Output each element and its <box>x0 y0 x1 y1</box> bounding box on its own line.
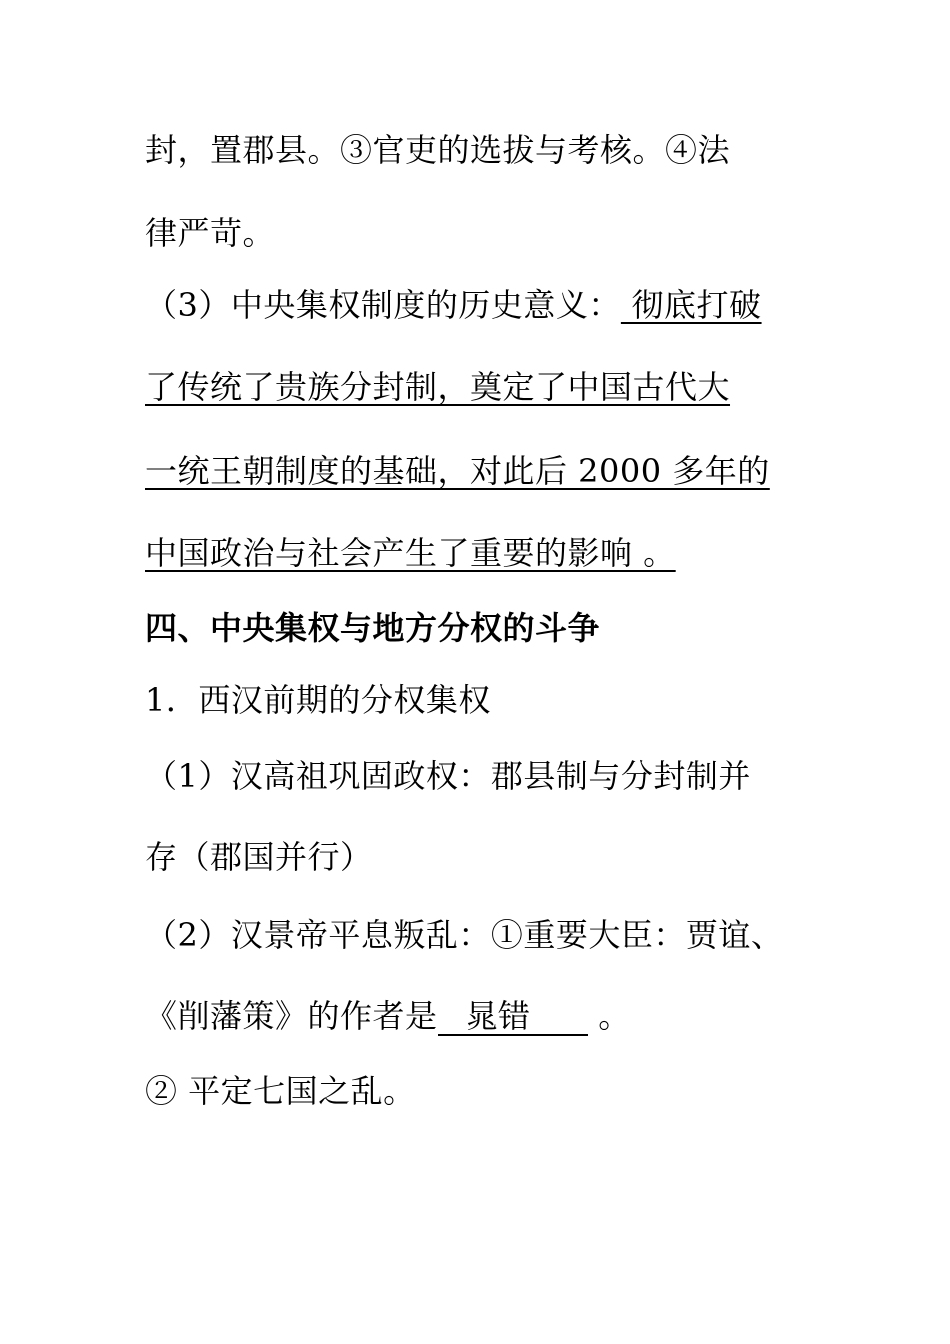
text-line-10: 存（郡国并行） <box>145 838 373 876</box>
fill-blank-label: 《削藩策》的作者是 <box>145 997 438 1035</box>
fill-blank-suffix: 。 <box>587 997 631 1035</box>
text-line-1: 封，置郡县。③官吏的选拔与考核。④法 <box>145 131 731 169</box>
text-line-8: 1．西汉前期的分权集权 <box>145 681 491 719</box>
text-line-12 <box>145 996 631 1036</box>
text-line-2: 律严苛。 <box>145 214 276 252</box>
meaning-label: （3）中央集权制度的历史意义： <box>145 286 621 324</box>
text-line-11: （2）汉景帝平息叛乱：①重要大臣：贾谊、 <box>145 916 784 954</box>
text-line-5: 一统王朝制度的基础，对此后 2000 多年的 <box>145 452 770 490</box>
text-line-13: ② 平定七国之乱。 <box>145 1072 416 1110</box>
text-line-9: （1）汉高祖巩固政权：郡县制与分封制并 <box>145 757 751 795</box>
meaning-answer-start: 彻底打破 <box>620 286 762 324</box>
text-line-3 <box>145 285 762 325</box>
fill-blank-answer: 晁错 <box>438 998 588 1036</box>
text-line-4: 了传统了贵族分封制，奠定了中国古代大 <box>145 368 731 406</box>
section-heading: 四、中央集权与地方分权的斗争 <box>145 609 601 647</box>
text-line-6: 中国政治与社会产生了重要的影响 。 <box>145 534 676 572</box>
